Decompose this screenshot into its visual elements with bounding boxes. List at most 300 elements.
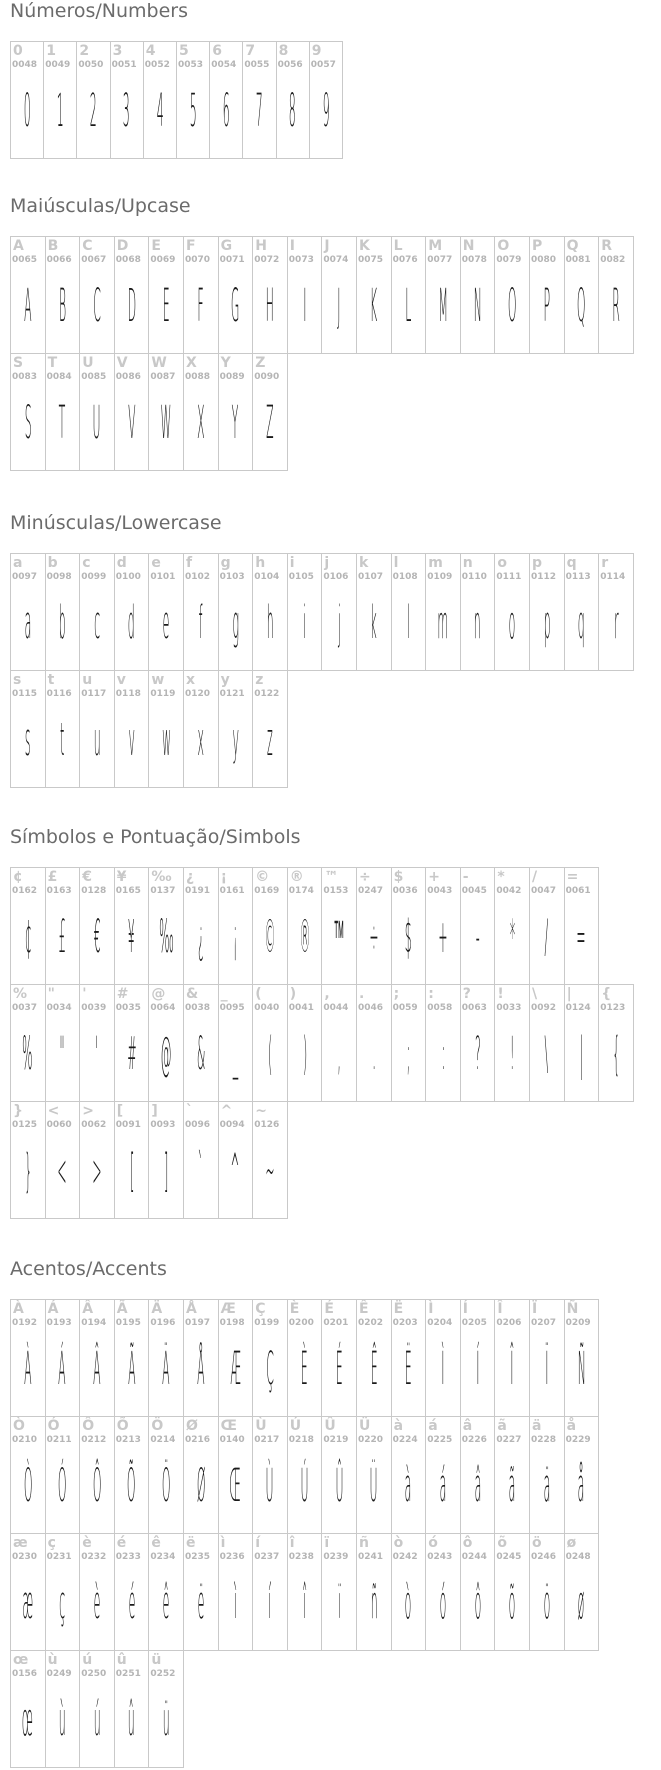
glyph-sample [80,1021,114,1089]
glyph-sample [11,1138,45,1206]
glyph-code: 0046 [358,1003,384,1013]
glyph-sample [11,590,45,658]
glyph-code: 0055 [244,60,270,70]
glyph-label: H [255,238,267,254]
glyph-label: K [359,238,370,254]
glyph-sample [11,1336,45,1404]
glyph-sample-char: ó [439,1577,447,1631]
glyph-sample-char: k [370,597,377,651]
glyph-cell [114,353,150,471]
glyph-sample [46,1138,80,1206]
glyph-code: 0220 [358,1435,384,1445]
glyph-cell [45,867,81,985]
glyph-code: 0218 [288,1435,314,1445]
glyph-sample [392,1336,426,1404]
glyph-sample-char: Ê [370,1343,378,1397]
glyph-sample [565,273,599,341]
glyph-sample-char: | [579,1028,584,1082]
glyph-code: 0228 [531,1435,557,1445]
glyph-label: í [255,1535,260,1551]
glyph-sample-char: Ç [266,1343,274,1397]
glyph-cell [218,1299,254,1417]
glyph-code: 0124 [565,1003,591,1013]
glyph-sample-char: h [266,597,274,651]
glyph-sample [80,1570,114,1638]
glyph-label: < [47,1103,60,1119]
glyph-code: 0075 [358,255,384,265]
glyph-cell [356,553,392,671]
glyph-sample-char: I [302,280,307,334]
glyph-cell [460,867,496,985]
glyph-code: 0248 [565,1552,591,1562]
glyph-cell [494,553,530,671]
glyph-sample-char: ü [162,1694,170,1748]
glyph-cell [10,1533,46,1651]
glyph-cell [218,236,254,354]
glyph-code: 0062 [81,1120,107,1130]
glyph-label: O [497,238,510,254]
glyph-sample [184,273,218,341]
glyph-cell [529,867,565,985]
glyph-sample [461,590,495,658]
glyph-label: , [324,986,330,1002]
glyph-sample [392,273,426,341]
glyph-sample [219,1570,253,1638]
glyph-label: r [601,555,609,571]
section-title: Acentos/Accents [10,1258,167,1280]
glyph-sample-char: ï [337,1577,341,1631]
glyph-sample-char: õ [508,1577,516,1631]
glyph-cell [110,41,144,159]
glyph-sample-char: ê [162,1577,170,1631]
glyph-sample [530,1021,564,1089]
glyph-sample-char: ? [474,1028,481,1082]
glyph-sample-char: Œ [229,1460,242,1514]
glyph-label: ] [151,1103,158,1119]
glyph-sample-char: , [337,1028,341,1082]
glyph-cell [10,984,46,1102]
glyph-sample [184,707,218,775]
glyph-code: 0057 [310,60,336,70]
glyph-label: Ì [428,1301,434,1317]
glyph-code: 0241 [358,1552,384,1562]
glyph-code: 0102 [185,572,211,582]
glyph-code: 0110 [461,572,487,582]
glyph-cell [183,236,219,354]
glyph-cell [45,553,81,671]
glyph-label: ö [532,1535,542,1551]
glyph-code: 0252 [150,1669,176,1679]
glyph-label: û [116,1652,127,1668]
glyph-sample-char: 2 [90,85,97,139]
glyph-code: 0060 [46,1120,72,1130]
glyph-cell [114,553,150,671]
section-title: Minúsculas/Lowercase [10,512,222,534]
glyph-label: À [13,1301,24,1317]
glyph-label: Û [324,1418,336,1434]
glyph-code: 0239 [323,1552,349,1562]
glyph-sample-char: X [197,397,205,451]
glyph-sample-char: ë [197,1577,205,1631]
glyph-label: G [220,238,233,254]
glyph-code: 0125 [12,1120,38,1130]
glyph-sample [253,1021,287,1089]
glyph-cell [45,1650,81,1768]
glyph-cell [218,867,254,985]
glyph-code: 0191 [185,886,211,896]
glyph-cell [460,1299,496,1417]
glyph-label: t [47,672,55,688]
glyph-sample-char: y [232,714,239,768]
glyph-sample-char: s [24,714,31,768]
glyph-sample-char: 5 [189,85,197,139]
glyph-label: o [497,555,508,571]
glyph-code: 0244 [461,1552,487,1562]
glyph-sample-char: Q [577,280,586,334]
glyph-label: h [255,555,266,571]
glyph-sample [461,904,495,972]
glyph-sample-char: : [441,1028,445,1082]
glyph-sample [149,1336,183,1404]
glyph-code: 0247 [358,886,384,896]
glyph-label: f [186,555,193,571]
glyph-sample [392,1570,426,1638]
glyph-cell [79,670,115,788]
glyph-label: a [13,555,23,571]
glyph-code: 0047 [531,886,557,896]
glyph-code: 0048 [12,60,38,70]
glyph-code: 0114 [600,572,626,582]
glyph-cell [10,1650,46,1768]
glyph-sample [243,78,275,146]
glyph-sample [322,1021,356,1089]
glyph-sample [392,904,426,972]
glyph-sample-char: ú [93,1694,101,1748]
glyph-cell [76,41,110,159]
glyph-sample [149,590,183,658]
glyph-cell [356,236,392,354]
glyph-code: 0044 [323,1003,349,1013]
glyph-cell [425,1533,461,1651]
glyph-label: ' [82,986,87,1002]
glyph-sample-char: + [438,911,448,965]
glyph-sample-char: É [335,1343,343,1397]
glyph-sample [392,1021,426,1089]
glyph-label: ¿ [186,869,195,885]
glyph-cell [425,553,461,671]
glyph-label: s [13,672,22,688]
glyph-sample [184,1570,218,1638]
glyph-sample-char: z [267,714,273,768]
glyph-cell [529,1299,565,1417]
glyph-cell [598,236,634,354]
glyph-sample [219,1138,253,1206]
glyph-code: 0197 [185,1318,211,1328]
glyph-label: p [532,555,543,571]
glyph-sample [115,1570,149,1638]
glyph-label: ® [289,869,304,885]
glyph-label: Ù [255,1418,267,1434]
glyph-cell [287,1299,323,1417]
glyph-sample-char: Ô [92,1460,102,1514]
glyph-code: 0081 [565,255,591,265]
glyph-code: 0156 [12,1669,38,1679]
glyph-code: 0195 [115,1318,141,1328]
glyph-cell [494,867,530,985]
glyph-label: ` [186,1103,193,1119]
glyph-sample-char: x [197,714,205,768]
glyph-code: 0074 [323,255,349,265]
glyph-label: u [82,672,93,688]
glyph-sample-char: ô [474,1577,481,1631]
glyph-code: 0084 [46,372,72,382]
glyph-sample [426,590,460,658]
glyph-code: 0049 [45,60,71,70]
glyph-sample [288,590,322,658]
glyph-cell [564,984,600,1102]
glyph-sample [253,390,287,458]
glyph-code: 0091 [115,1120,141,1130]
glyph-cell [183,1533,219,1651]
glyph-code: 0053 [178,60,204,70]
glyph-sample [322,1336,356,1404]
glyph-label: õ [497,1535,508,1551]
glyph-label: Î [497,1301,503,1317]
glyph-sample [495,590,529,658]
glyph-sample-char: û [128,1694,136,1748]
glyph-label: Ç [255,1301,266,1317]
glyph-label: + [428,869,440,885]
glyph-sample [46,390,80,458]
glyph-label: N [462,238,475,254]
glyph-sample-char: Y [232,397,239,451]
glyph-sample-char: p [543,597,551,651]
glyph-label: Ü [359,1418,371,1434]
glyph-code: 0140 [219,1435,245,1445]
glyph-cell [529,1416,565,1534]
glyph-cell [10,1416,46,1534]
glyph-label: d [116,555,127,571]
glyph-sample-char: 1 [56,85,64,139]
glyph-sample-char: ò [405,1577,412,1631]
glyph-sample [80,590,114,658]
glyph-sample-char: 7 [256,85,263,139]
glyph-cell [287,236,323,354]
glyph-sample-char: e [162,597,170,651]
glyph-sample [530,904,564,972]
glyph-cell [598,553,634,671]
glyph-sample-char: ¥ [128,911,136,965]
glyph-cell [321,553,357,671]
glyph-cell [10,41,44,159]
glyph-cell [218,553,254,671]
glyph-cell [114,1416,150,1534]
glyph-sample [288,1453,322,1521]
glyph-sample [219,1453,253,1521]
glyph-sample-char: 8 [289,85,297,139]
glyph-cell [252,670,288,788]
glyph-code: 0121 [219,689,245,699]
glyph-sample-char: ~ [265,1145,275,1199]
glyph-sample-char: \ [544,1028,549,1082]
glyph-label: [ [116,1103,124,1119]
glyph-sample [253,904,287,972]
glyph-code: 0070 [185,255,211,265]
glyph-label: Ó [47,1418,60,1434]
glyph-code: 0107 [358,572,384,582]
glyph-label: { [601,986,612,1002]
glyph-cell [287,867,323,985]
glyph-label: Ñ [566,1301,579,1317]
glyph-sample [322,273,356,341]
glyph-label: # [116,986,129,1002]
glyph-sample-char: $ [404,911,412,965]
glyph-code: 0096 [185,1120,211,1130]
glyph-cell [252,1533,288,1651]
glyph-cell [114,670,150,788]
glyph-code: 0212 [81,1435,107,1445]
glyph-cell [148,984,184,1102]
glyph-sample [184,1138,218,1206]
glyph-sample [46,590,80,658]
glyph-cell [79,1299,115,1417]
glyph-cell [183,553,219,671]
glyph-code: 0201 [323,1318,349,1328]
glyph-cell [564,867,600,985]
glyph-sample [310,78,342,146]
glyph-code: 0210 [12,1435,38,1445]
glyph-sample [565,1453,599,1521]
glyph-code: 0245 [496,1552,522,1562]
glyph-sample [565,590,599,658]
glyph-label: $ [393,869,404,885]
glyph-sample [115,707,149,775]
glyph-code: 0200 [288,1318,314,1328]
glyph-label: Á [47,1301,59,1317]
glyph-cell [45,236,81,354]
glyph-label: w [151,672,165,688]
glyph-sample-char: ¢ [24,911,32,965]
glyph-sample-char: Ã [127,1343,136,1397]
glyph-sample-char: ; [406,1028,411,1082]
glyph-code: 0056 [277,60,303,70]
glyph-sample-char: è [93,1577,101,1631]
glyph-cell [391,1299,427,1417]
glyph-sample [80,1336,114,1404]
glyph-sample [288,273,322,341]
glyph-sample-char: ã [508,1460,516,1514]
glyph-code: 0243 [427,1552,453,1562]
glyph-label: S [13,355,24,371]
glyph-code: 0078 [461,255,487,265]
glyph-code: 0122 [254,689,280,699]
glyph-sample-char: Ù [265,1460,274,1514]
glyph-code: 0089 [219,372,245,382]
glyph-code: 0093 [150,1120,176,1130]
glyph-sample [461,273,495,341]
glyph-cell [460,236,496,354]
glyph-label: Z [255,355,266,371]
glyph-label: l [393,555,399,571]
glyph-sample [80,390,114,458]
glyph-sample-char: D [127,280,136,334]
glyph-cell [43,41,77,159]
glyph-sample-char: Î [510,1343,514,1397]
glyph-code: 0105 [288,572,314,582]
glyph-cell [494,1299,530,1417]
glyph-sample-char: - [475,911,480,965]
glyph-sample [253,707,287,775]
glyph-label: ) [289,986,297,1002]
glyph-sample [288,1570,322,1638]
glyph-sample-char: { [612,1028,620,1082]
glyph-sample [426,1021,460,1089]
glyph-cell [252,1299,288,1417]
glyph-sample-char: o [508,597,516,651]
glyph-sample [219,273,253,341]
glyph-sample-char: B [58,280,66,334]
glyph-cell [148,1416,184,1534]
glyph-sample-char: Ï [545,1343,549,1397]
glyph-cell [148,867,184,985]
glyph-label: œ [13,1652,29,1668]
glyph-sample [426,1336,460,1404]
glyph-code: 0092 [531,1003,557,1013]
glyph-label: Y [220,355,231,371]
glyph-code: 0069 [150,255,176,265]
glyph-sample-char: ™ [333,911,345,965]
glyph-code: 0059 [392,1003,418,1013]
glyph-code: 0073 [288,255,314,265]
glyph-label: 1 [46,43,56,59]
glyph-sample [288,1336,322,1404]
glyph-label: = [566,869,579,885]
glyph-sample [11,1021,45,1089]
glyph-cell [183,984,219,1102]
glyph-code: 0219 [323,1435,349,1445]
glyph-sample [115,590,149,658]
glyph-sample [565,1570,599,1638]
glyph-cell [148,1101,184,1219]
glyph-cell [183,867,219,985]
glyph-sample-char: Æ [230,1343,241,1397]
glyph-cell [252,984,288,1102]
glyph-cell [148,670,184,788]
glyph-label: € [82,869,92,885]
glyph-sample [357,1570,391,1638]
glyph-sample [599,273,633,341]
glyph-cell [252,1416,288,1534]
glyph-cell [218,670,254,788]
glyph-cell [10,1299,46,1417]
glyph-code: 0035 [115,1003,141,1013]
glyph-label: ¡ [220,869,227,885]
glyph-sample [80,707,114,775]
glyph-sample [565,1021,599,1089]
glyph-code: 0128 [81,886,107,896]
glyph-code: 0067 [81,255,107,265]
glyph-cell [252,867,288,985]
glyph-cell [218,353,254,471]
glyph-cell [148,553,184,671]
glyph-cell [564,553,600,671]
glyph-label: ™ [324,869,339,885]
glyph-sample [111,78,143,146]
glyph-cell [287,1416,323,1534]
glyph-code: 0085 [81,372,107,382]
glyph-sample [357,1021,391,1089]
glyph-label: v [116,672,126,688]
